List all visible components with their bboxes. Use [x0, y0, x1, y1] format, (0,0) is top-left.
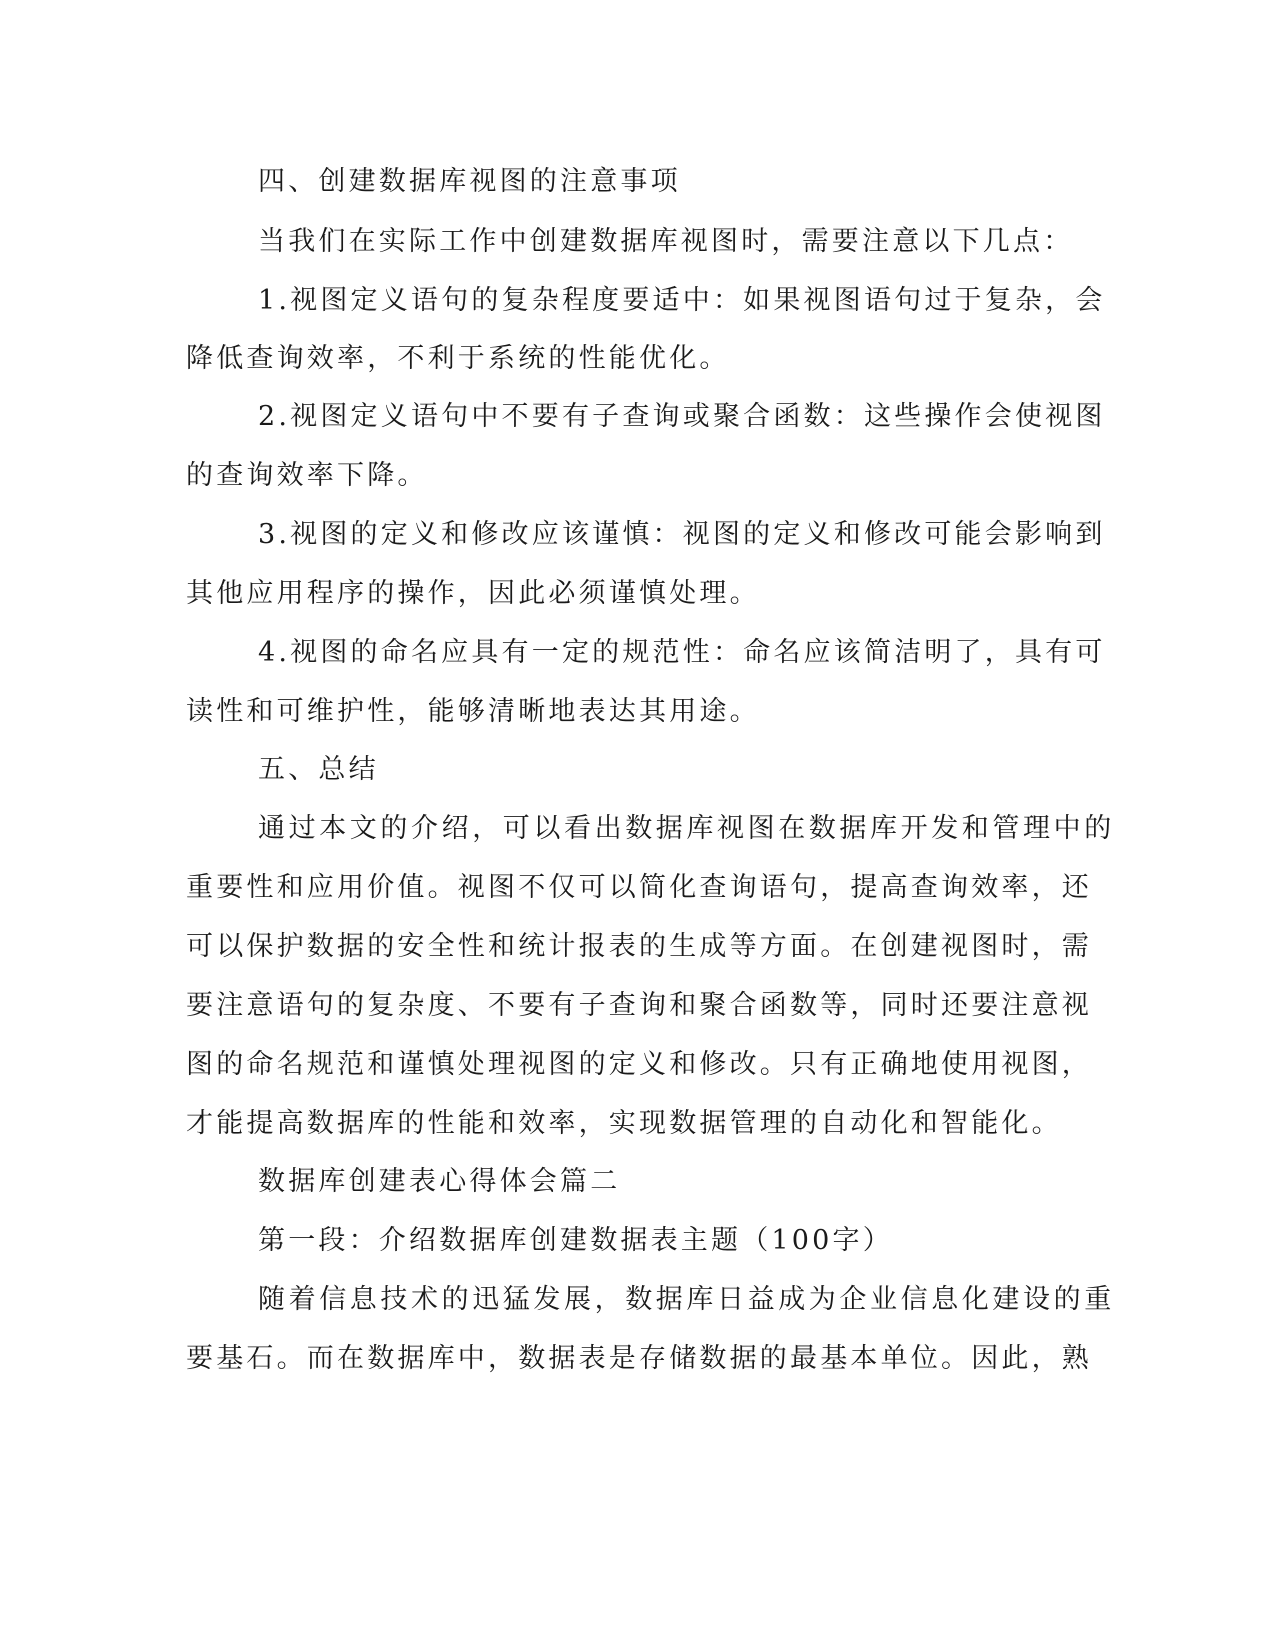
- list-item-2-line: 的查询效率下降。: [186, 460, 428, 491]
- intro-paragraph-line: 要基石。而在数据库中，数据表是存储数据的最基本单位。因此，熟: [186, 1343, 1092, 1374]
- summary-paragraph-line: 可以保护数据的安全性和统计报表的生成等方面。在创建视图时，需: [186, 931, 1092, 962]
- summary-paragraph-line: 重要性和应用价值。视图不仅可以简化查询语句，提高查询效率，还: [186, 872, 1092, 903]
- summary-paragraph-line: 要注意语句的复杂度、不要有子查询和聚合函数等，同时还要注意视: [186, 990, 1092, 1021]
- summary-paragraph-line: 图的命名规范和谨慎处理视图的定义和修改。只有正确地使用视图，: [186, 1049, 1092, 1080]
- list-item-3-line: 其他应用程序的操作，因此必须谨慎处理。: [186, 578, 760, 609]
- summary-paragraph-line: 才能提高数据库的性能和效率，实现数据管理的自动化和智能化。: [186, 1108, 1062, 1139]
- section-heading-part-1: 第一段：介绍数据库创建数据表主题（100字）: [258, 1225, 893, 1256]
- intro-paragraph-line: 随着信息技术的迅猛发展，数据库日益成为企业信息化建设的重: [258, 1284, 1115, 1315]
- list-item-1-line: 降低查询效率，不利于系统的性能优化。: [186, 343, 730, 374]
- list-item-4-line: 4.视图的命名应具有一定的规范性：命名应该简洁明了，具有可: [258, 637, 1106, 668]
- section-heading-5: 五、总结: [258, 754, 379, 785]
- list-item-4-line: 读性和可维护性，能够清晰地表达其用途。: [186, 696, 760, 727]
- list-item-1-line: 1.视图定义语句的复杂程度要适中：如果视图语句过于复杂，会: [258, 285, 1106, 316]
- list-item-3-line: 3.视图的定义和修改应该谨慎：视图的定义和修改可能会影响到: [258, 519, 1106, 550]
- list-item-2-line: 2.视图定义语句中不要有子查询或聚合函数：这些操作会使视图: [258, 401, 1106, 432]
- section-heading-4: 四、创建数据库视图的注意事项: [258, 166, 681, 197]
- paragraph-line: 当我们在实际工作中创建数据库视图时，需要注意以下几点：: [258, 226, 1074, 257]
- summary-paragraph-line: 通过本文的介绍，可以看出数据库视图在数据库开发和管理中的: [258, 813, 1115, 844]
- article-title: 数据库创建表心得体会篇二: [258, 1166, 621, 1197]
